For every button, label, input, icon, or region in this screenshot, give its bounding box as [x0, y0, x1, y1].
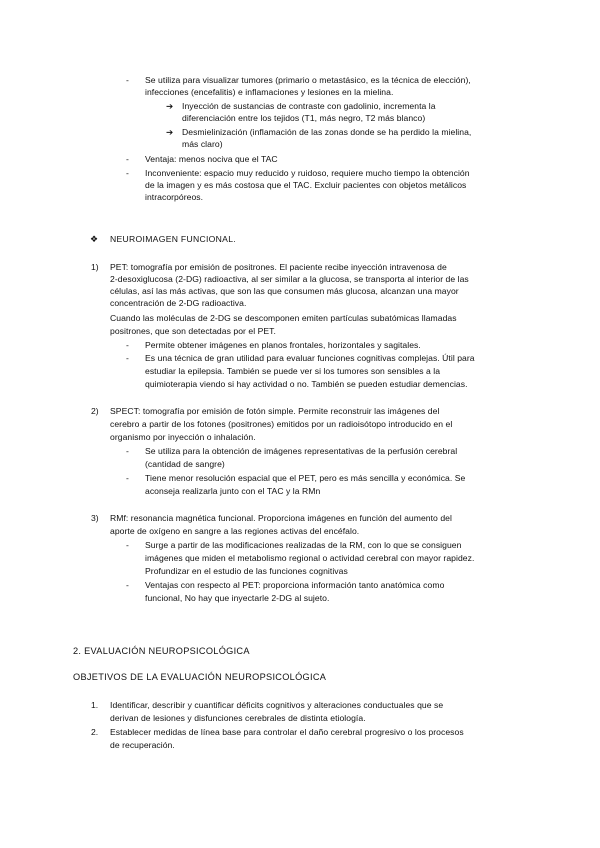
text-line: Es una técnica de gran utilidad para evaluar funciones cognitivas complejas. Útil para: [145, 353, 475, 363]
arrow-icon: ➔: [166, 127, 174, 137]
diamond-bullet-icon: ❖: [90, 234, 99, 244]
text-line: SPECT: tomografía por emisión de fotón simple. Permite reconstruir las imágenes del: [110, 406, 440, 416]
text-line: Desmielinización (inflamación de las zonas donde se ha perdido la mielina,: [182, 127, 472, 137]
text-line: (cantidad de sangre): [145, 459, 225, 469]
bullet-dash: -: [126, 446, 129, 456]
text-line: Ventajas con respecto al PET: proporciona información tanto anatómica como: [145, 580, 445, 590]
text-line: PET: tomografía por emisión de positrones. El paciente recibe inyección intravenosa de: [110, 262, 447, 272]
text-line: imágenes que miden el metabolismo regional o actividad cerebral con mayor rapidez.: [145, 553, 475, 563]
bullet-dash: -: [126, 473, 129, 483]
bullet-dash: -: [126, 75, 129, 85]
text-line: Identificar, describir y cuantificar déficits cognitivos y alteraciones conductuales que se: [110, 700, 444, 710]
item-number: 3): [91, 513, 99, 523]
section-heading: NEUROIMAGEN FUNCIONAL.: [110, 234, 236, 244]
text-line: funcional, No hay que inyectarle 2-DG al sujeto.: [145, 593, 330, 603]
item-number: 1.: [91, 700, 99, 710]
arrow-icon: ➔: [166, 101, 174, 111]
text-line: Establecer medidas de línea base para controlar el daño cerebral progresivo o los procesos: [110, 727, 464, 737]
text-line: de la imagen y es más costosa que el TAC. Excluir pacientes con objetos metálicos: [145, 180, 467, 190]
bullet-dash: -: [126, 580, 129, 590]
subsection-title: OBJETIVOS DE LA EVALUACIÓN NEUROPSICOLÓGICA: [73, 672, 327, 682]
text-line: más claro): [182, 139, 223, 149]
text-line: Tiene menor resolución espacial que el PET, pero es más sencilla y económica. Se: [145, 473, 466, 483]
text-line: estudiar la epilepsia. También se puede ver si los tumores son sensibles a la: [145, 366, 441, 376]
bullet-dash: -: [126, 168, 129, 178]
item-number: 1): [91, 262, 99, 272]
text-line: Cuando las moléculas de 2-DG se descomponen emiten partículas subatómicas llamadas: [110, 313, 457, 323]
text-line: Profundizar en el estudio de las funciones cognitivas: [145, 566, 348, 576]
text-line: infecciones (encefalitis) e inflamaciones y lesiones en la mielina.: [145, 87, 394, 97]
text-line: Surge a partir de las modificaciones realizadas de la RM, con lo que se consiguen: [145, 540, 462, 550]
text-line: positrones, que son detectadas por el PET.: [110, 326, 276, 336]
text-line: intracorpóreos.: [145, 192, 204, 202]
text-line: Se utiliza para visualizar tumores (primario o metastásico, es la técnica de elección),: [145, 75, 471, 85]
text-line: Ventaja: menos nociva que el TAC: [145, 154, 278, 164]
bullet-dash: -: [126, 154, 129, 164]
text-line: 2-desoxiglucosa (2-DG) radioactiva, al ser similar a la glucosa, se transporta al interior de las: [110, 274, 469, 284]
text-line: aconseja realizarla junto con el TAC y la RMn: [145, 486, 321, 496]
text-line: de recuperación.: [110, 740, 175, 750]
text-line: concentración de 2-DG radioactiva.: [110, 298, 247, 308]
text-line: quimioterapia viendo si hay actividad o no. También se pueden estudiar demencias.: [145, 379, 468, 389]
text-line: organismo por inyección o inhalación.: [110, 432, 256, 442]
text-line: derivan de lesiones y disfunciones cerebrales de distinta etiología.: [110, 713, 366, 723]
text-line: Permite obtener imágenes en planos frontales, horizontales y sagitales.: [145, 340, 421, 350]
text-line: RMf: resonancia magnética funcional. Proporciona imágenes en función del aumento del: [110, 513, 452, 523]
text-line: diferenciación entre los tejidos (T1, más negro, T2 más blanco): [182, 113, 426, 123]
text-line: Inyección de sustancias de contraste con gadolinio, incrementa la: [182, 101, 436, 111]
text-line: Inconveniente: espacio muy reducido y ruidoso, requiere mucho tiempo la obtención: [145, 168, 470, 178]
bullet-dash: -: [126, 340, 129, 350]
bullet-dash: -: [126, 353, 129, 363]
text-line: aporte de oxígeno en sangre a las regiones activas del encéfalo.: [110, 526, 360, 536]
text-line: células, así las más activas, que son las que consumen más glucosa, alcanzan una mayor: [110, 286, 459, 296]
text-line: Se utiliza para la obtención de imágenes representativas de la perfusión cerebral: [145, 446, 458, 456]
item-number: 2.: [91, 727, 99, 737]
section-title: 2. EVALUACIÓN NEUROPSICOLÓGICA: [73, 646, 250, 656]
item-number: 2): [91, 406, 99, 416]
bullet-dash: -: [126, 540, 129, 550]
text-line: cerebro a partir de los fotones (positrones) emitidos por un radioisótopo introducido en el: [110, 419, 453, 429]
